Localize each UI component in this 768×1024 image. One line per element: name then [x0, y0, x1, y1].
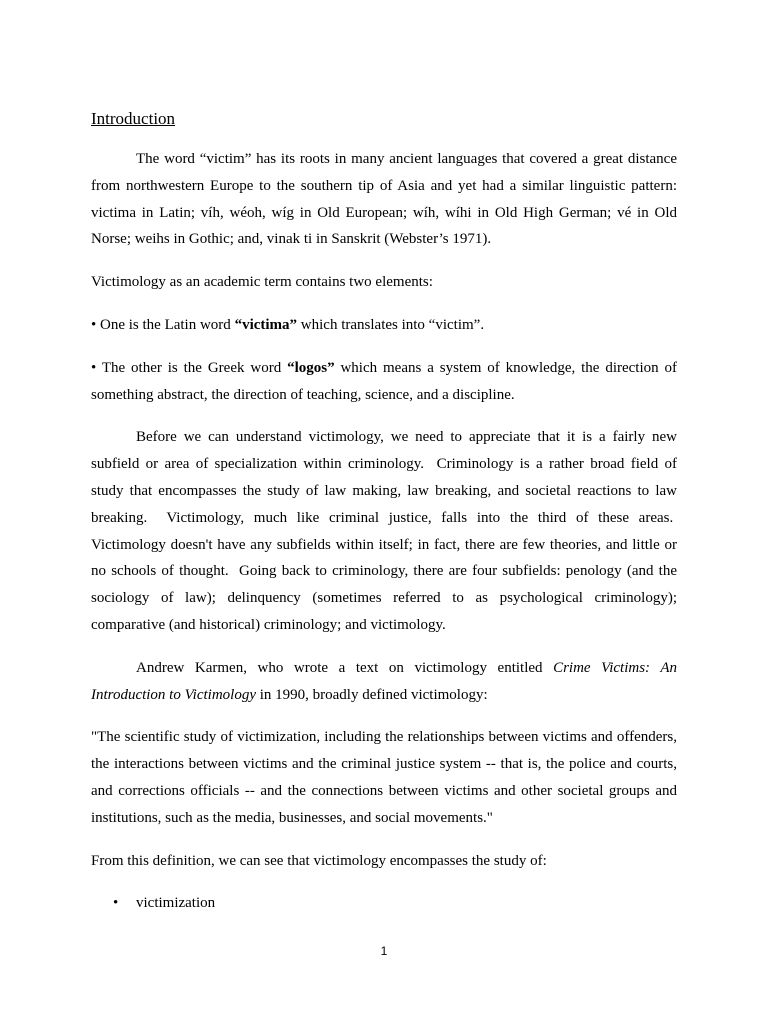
paragraph-criminology: Before we can understand victimology, we need to appreciate that it is a fairly new subfield or area of specialization within criminology. Criminology is a rather broad field of study that encompasses the study of law making, law breaking, and societal reactions to law breaking. Victimology, much like criminal justice, falls into the third of these areas. Victimology doesn't have any subfields within itself; in fact, there are few theories, and little or no schools of thought. Going back to criminology, there are four subfields: penology (and the sociology of law); delinquency (sometimes referred to as psychological criminology); comparative (and historical) criminology; and victimology.: [91, 429, 677, 633]
page-number: 1: [380, 944, 388, 958]
paragraph-elements-intro: Victimology as an academic term contains two elements:: [91, 274, 433, 291]
paragraph-greek-element: [91, 355, 677, 409]
latin-word: “victima”: [234, 316, 298, 333]
bullet-icon: •: [113, 895, 119, 912]
paragraph-etymology: The word “victim” has its roots in many ancient languages that covered a great distance from northwestern Europe to the southern tip of Asia and yet had a similar linguistic pattern: victima in Latin; víh, wéoh, wíg in Old European; wíh, wíhi in Old High German; vé in Old Norse; weihs in Gothic; and, vinak ti in Sanskrit (Webster’s 1971).: [91, 151, 677, 248]
karmen-suffix: in 1990, broadly defined victimology:: [255, 686, 488, 703]
document-body: [91, 108, 677, 917]
greek-element-suffix: which means a system of knowledge, the direction of something abstract, the direction of teaching, science, and a discipline.: [91, 359, 678, 403]
latin-element-prefix: • One is the Latin word: [91, 316, 235, 333]
section-heading: Introduction: [91, 109, 176, 128]
list-item-text: victimization: [136, 895, 216, 912]
greek-word: “logos”: [287, 359, 335, 376]
paragraph-definition-quote: "The scientific study of victimization, including the relationships between victims and offenders, the interactions between victims and the criminal justice system -- that is, the police and courts, and corrections officials -- and the connections between victims and other societal groups and institutions, such as the media, businesses, and social movements.": [91, 729, 677, 826]
paragraph-latin-element: [91, 312, 677, 339]
karmen-prefix: Andrew Karmen, who wrote a text on victimology entitled: [136, 659, 554, 676]
list-item: [91, 890, 677, 917]
greek-element-prefix: • The other is the Greek word: [91, 359, 288, 376]
book-title: Crime Victims: An Introduction to Victimology: [91, 659, 677, 703]
latin-element-suffix: which translates into “victim”.: [297, 316, 485, 333]
paragraph-definition-intro: From this definition, we can see that victimology encompasses the study of:: [91, 852, 547, 869]
study-topics-list: [91, 890, 677, 917]
paragraph-karmen: [91, 655, 677, 709]
